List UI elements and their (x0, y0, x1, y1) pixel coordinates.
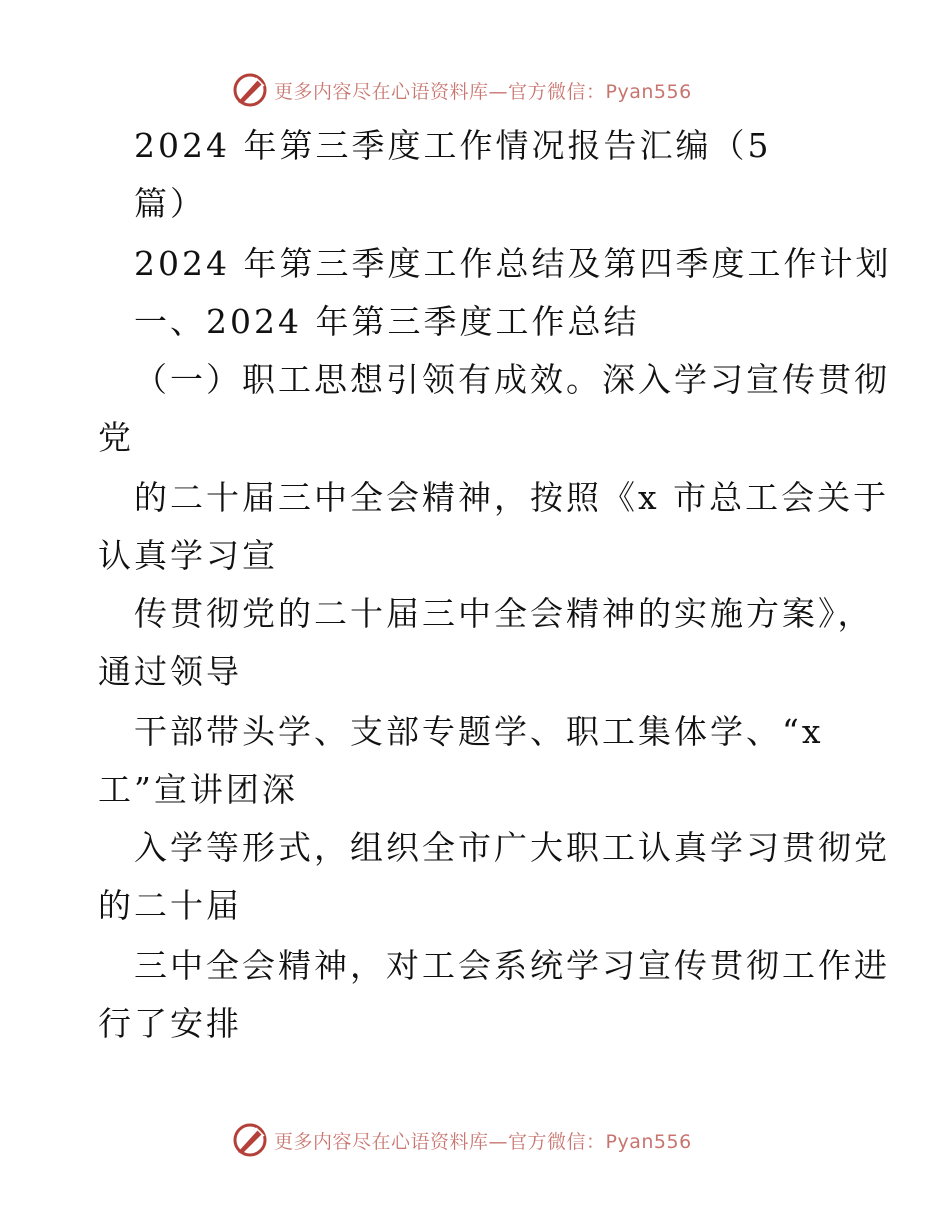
paragraph-line: 入学等形式，组织全市广大职工认真学习贯彻党 (134, 828, 890, 867)
watermark-text: 更多内容尽在心语资料库—官方微信：Pyan556 (274, 80, 692, 103)
document-title-line-2: 篇） (134, 184, 206, 223)
watermark-text: 更多内容尽在心语资料库—官方微信：Pyan556 (274, 1130, 692, 1153)
paragraph-line: 干部带头学、支部专题学、职工集体学、“x (134, 712, 824, 751)
pen-logo-icon (232, 72, 268, 108)
pen-logo-icon (232, 1122, 268, 1158)
paragraph-line: （一）职工思想引领有成效。深入学习宣传贯彻 (134, 360, 890, 399)
paragraph-line: 行了安排 (98, 1004, 242, 1043)
paragraph-line: 工”宣讲团深 (98, 770, 298, 809)
paragraph-line: 的二十届 (98, 886, 242, 925)
document-subtitle: 2024 年第三季度工作总结及第四季度工作计划 (134, 244, 892, 283)
paragraph-line: 三中全会精神，对工会系统学习宣传贯彻工作进 (134, 946, 890, 985)
paragraph-line: 认真学习宣 (98, 536, 278, 575)
paragraph-line: 传贯彻党的二十届三中全会精神的实施方案》， (134, 594, 874, 633)
document-title-line-1: 2024 年第三季度工作情况报告汇编（5 (134, 126, 772, 165)
header-watermark (232, 70, 692, 110)
section-heading: 一、2024 年第三季度工作总结 (134, 302, 640, 341)
paragraph-line: 党 (98, 418, 134, 457)
paragraph-line: 的二十届三中全会精神，按照《x 市总工会关于 (134, 478, 890, 517)
footer-watermark (232, 1120, 692, 1160)
paragraph-line: 通过领导 (98, 652, 242, 691)
